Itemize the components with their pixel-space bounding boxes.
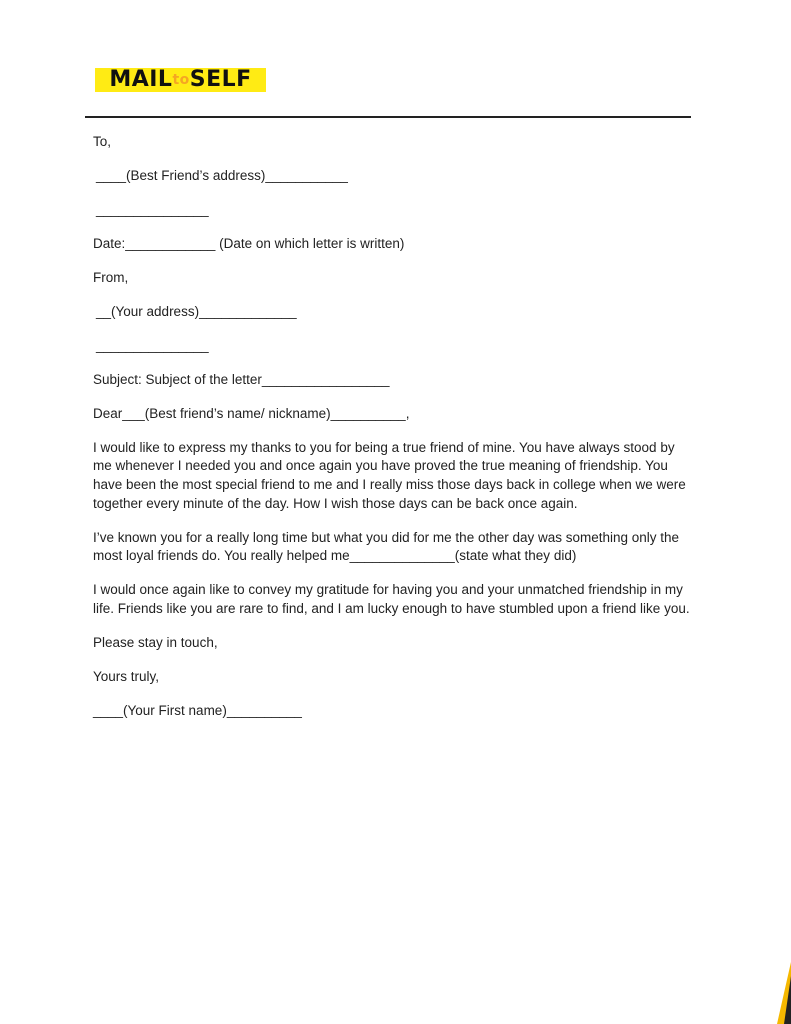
logo-word-mail: MAIL bbox=[109, 67, 173, 92]
letter-signature: ____(Your First name)__________ bbox=[93, 702, 302, 718]
letter-paragraph-3: I would once again like to convey my gratitude for having you and your unmatched friendship in my life. Friends like you are rare to find, and I am lucky enough to have stumbled upon a friend like you. bbox=[93, 582, 690, 616]
letter-date: Date:____________ (Date on which letter is written) bbox=[93, 235, 405, 251]
header-divider bbox=[85, 116, 691, 118]
letter-closing: Yours truly, bbox=[93, 668, 160, 684]
letter-paragraph-2: I’ve known you for a really long time but what you did for me the other day was something only the most loyal friends do. You really helped me______________(state what they did) bbox=[93, 529, 680, 564]
logo-word-to: to bbox=[172, 72, 190, 88]
letter-paragraph-1: I would like to express my thanks to you for being a true friend of mine. You have always stood by me whenever I needed you and once again you have proved the true meaning of friendship. You have been the most special friend to me and I really miss those days back in college when we were together every minute of the day. How I wish those days can be back once again. bbox=[93, 439, 686, 511]
recipient-address-line1: ____(Best Friend’s address)___________ bbox=[96, 167, 348, 183]
mailtoself-logo bbox=[95, 68, 266, 92]
corner-decoration bbox=[775, 962, 791, 1024]
letter-salutation: Dear___(Best friend’s name/ nickname)__________, bbox=[93, 405, 410, 421]
letter-to: To, bbox=[93, 134, 112, 149]
letter-closing-line: Please stay in touch, bbox=[93, 634, 218, 650]
logo-text bbox=[109, 68, 251, 92]
logo-word-self: SELF bbox=[189, 67, 252, 92]
letter-from: From, bbox=[93, 269, 129, 285]
recipient-address-line2: _______________ bbox=[96, 201, 209, 217]
letter-body bbox=[93, 133, 693, 736]
sender-address-line2: _______________ bbox=[96, 337, 209, 353]
letter-subject: Subject: Subject of the letter_________________ bbox=[93, 371, 390, 387]
sender-address-line1: __(Your address)_____________ bbox=[96, 303, 297, 319]
